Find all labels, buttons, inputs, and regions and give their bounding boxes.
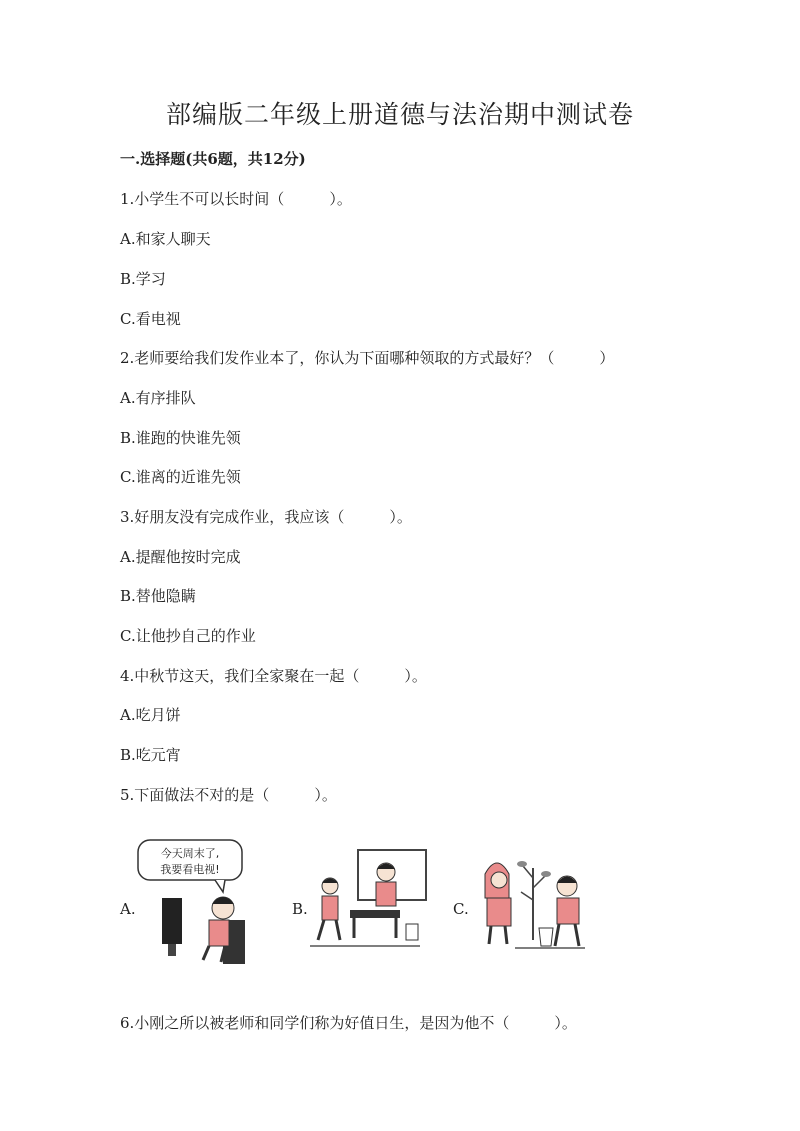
- figure-b-classroom: [310, 846, 430, 968]
- bubble-line-1: 今天周末了,: [160, 847, 220, 860]
- option-3c: C.让他抄自己的作业: [120, 627, 256, 645]
- option-1c: C.看电视: [120, 310, 181, 328]
- question-6: 6.小刚之所以被老师和同学们称为好值日生，是因为他不（ ）。: [120, 1014, 577, 1032]
- figure-a-watching-tv: [135, 838, 250, 966]
- question-5: 5.下面做法不对的是（ ）。: [120, 786, 337, 804]
- option-2c: C.谁离的近谁先领: [120, 468, 241, 486]
- option-2b: B.谁跑的快谁先领: [120, 429, 241, 447]
- figure-label-a: A.: [120, 900, 136, 918]
- figure-c-planting-tree: [475, 848, 595, 966]
- section-heading: 一.选择题(共6题，共12分): [120, 150, 306, 168]
- option-2a: A.有序排队: [120, 389, 196, 407]
- question-5-illustrations: [120, 838, 600, 968]
- question-4: 4.中秋节这天，我们全家聚在一起（ ）。: [120, 667, 427, 685]
- option-3b: B.替他隐瞒: [120, 587, 196, 605]
- question-1: 1.小学生不可以长时间（ ）。: [120, 190, 352, 208]
- bubble-line-2: 我要看电视!: [160, 863, 220, 876]
- option-3a: A.提醒他按时完成: [120, 548, 241, 566]
- option-1b: B.学习: [120, 270, 166, 288]
- page-title: 部编版二年级上册道德与法治期中测试卷: [165, 100, 634, 129]
- option-4b: B.吃元宵: [120, 746, 181, 764]
- option-1a: A.和家人聊天: [120, 230, 211, 248]
- figure-label-b: B.: [292, 900, 308, 918]
- option-4a: A.吃月饼: [120, 706, 181, 724]
- question-3: 3.好朋友没有完成作业，我应该（ ）。: [120, 508, 412, 526]
- question-2: 2.老师要给我们发作业本了，你认为下面哪种领取的方式最好？（ ）: [120, 349, 615, 367]
- figure-label-c: C.: [453, 900, 469, 918]
